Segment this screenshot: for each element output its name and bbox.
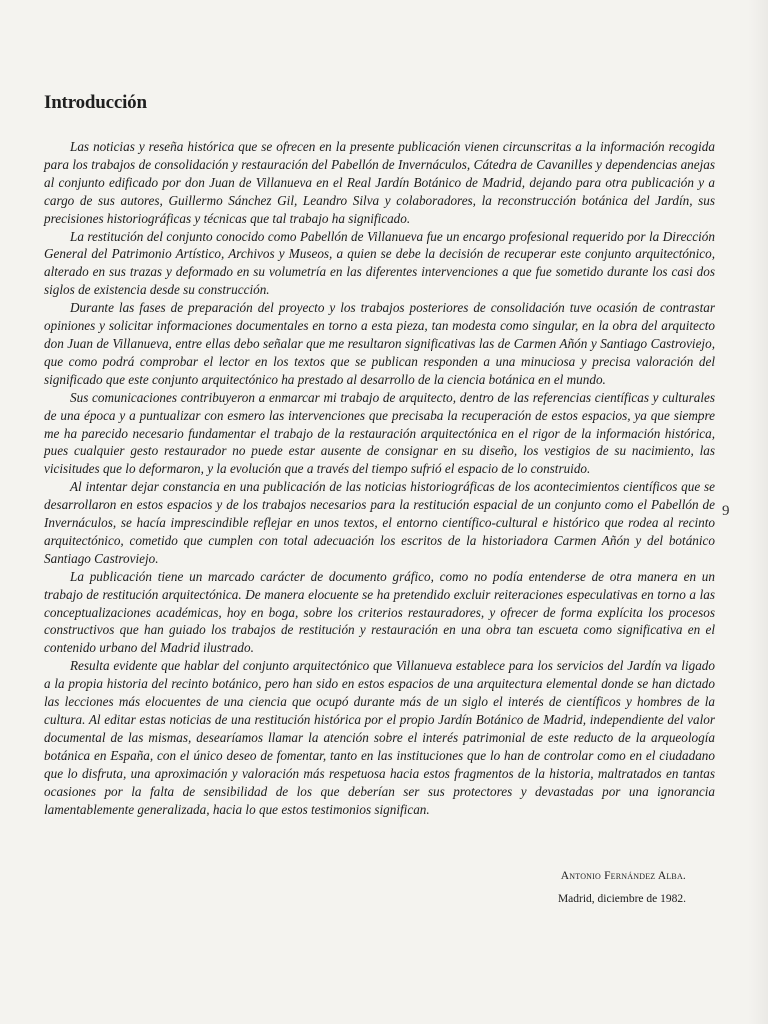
paragraph: La publicación tiene un marcado carácter de documento gráfico, como no podía entenderse de otra manera en un trabajo de restitución arquitectónica. De manera elocuente se ha pretendido excluir reiteraciones especulativas en torno a las conceptualizaciones académicas, hoy en boga, sobre los criterios restauradores, y ofrecer de forma explícita los procesos constructivos que han guiado los trabajos de restitución y restauración en una obra tan escueta como significativa en el contenido urbano del Madrid ilustrado. (44, 568, 715, 656)
page-number: 9 (722, 503, 730, 519)
scan-edge-shadow (748, 0, 768, 1024)
date-line: Madrid, diciembre de 1982. (557, 893, 686, 905)
paragraph: La restitución del conjunto conocido como Pabellón de Villanueva fue un encargo profesional requerido por la Dirección General del Patrimonio Artístico, Archivos y Museos, a quien se debe la decisión de recuperar este conjunto arquitectónico, alterado en sus trazas y deformado en su volumetría en las diferentes intervenciones a que fue sometido durante los casi dos siglos de existencia desde su construcción. (44, 228, 715, 298)
paragraph: Durante las fases de preparación del proyecto y los trabajos posteriores de consolidación tuve ocasión de contrastar opiniones y solicitar informaciones documentales en torno a esta pieza, tan modesta como singular, en la obra del arquitecto don Juan de Villanueva, entre ellas debo señalar que me resultaron significativas las de Carmen Añón y Santiago Castroviejo, que como podrá comprobar el lector en los textos que se publican responden a una minuciosa y precisa valoración del significado que este conjunto arquitectónico ha prestado al desarrollo de la ciencia botánica en el mundo. (44, 300, 715, 387)
paragraph: Las noticias y reseña histórica que se ofrecen en la presente publicación vienen circunscritas a la información recogida para los trabajos de consolidación y restauración del Pabellón de Invernáculos, Cátedra de Cavanilles y dependencias anejas al conjunto edificado por don Juan de Villanueva en el Real Jardín Botánico de Madrid, dejando para otra publicación y a cargo de sus autores, Guillermo Sánchez Gil, Leandro Silva y colaboradores, la reconstrucción botánica del Jardín, sus precisiones historiográficas y técnicas que tal trabajo ha significado. (44, 139, 715, 226)
body-text (44, 138, 715, 818)
paragraph: Al intentar dejar constancia en una publicación de las noticias historiográficas de los acontecimientos científicos que se desarrollaron en estos espacios y de los trabajos necesarios para la restitución espacial de un conjunto como el Pabellón de Invernáculos, se hacía imprescindible reflejar en unos textos, el entorno científico-cultural e histórico que rodea al recinto arquitectónico, cometido que cumplen con total adecuación los escritos de la historiadora Carmen Añón y del botánico Santiago Castroviejo. (44, 479, 715, 566)
paragraph: Sus comunicaciones contribuyeron a enmarcar mi trabajo de arquitecto, dentro de las referencias científicas y culturales de una época y a puntualizar con esmero las intervenciones que precisaba la recuperación de estos espacios, ya que siempre me ha parecido necesario fundamentar el trabajo de la restauración arquitectónica en el rigor de la información histórica, pues cualquier gesto restaurador no puede estar ausente de consignar en su diseño, los vestigios de su nacimiento, las vicisitudes que lo deformaron, y la evolución que a través del tiempo sufrió el espacio de lo construido. (44, 389, 715, 477)
author-signature: Antonio Fernández Alba. (560, 870, 686, 882)
paragraph: Resulta evidente que hablar del conjunto arquitectónico que Villanueva establece para los servicios del Jardín va ligado a la propia historia del recinto botánico, pero han sido en estos espacios de una arquitectura elemental donde se han dictado las lecciones más elocuentes de una ciencia que ocupó durante más de un siglo el interés de científicos y hombres de la cultura. Al editar estas noticias de una restitución histórica por el propio Jardín Botánico de Madrid, independiente del valor documental de las mismas, desearíamos llamar la atención sobre el interés patrimonial de este reducto de la arqueología botánica en España, con el único deseo de fomentar, tanto en las instituciones que lo han de controlar como en el ciudadano que lo disfruta, una aproximación y valoración más respetuosa hacia estos fragmentos de la historia, maltratados en tantas ocasiones por la falta de sensibilidad de los que deberían ser sus protectores y devastadas por una ignorancia lamentablemente generalizada, hacia lo que estos testimonios significan. (44, 658, 715, 817)
page-title: Introducción (44, 92, 147, 113)
